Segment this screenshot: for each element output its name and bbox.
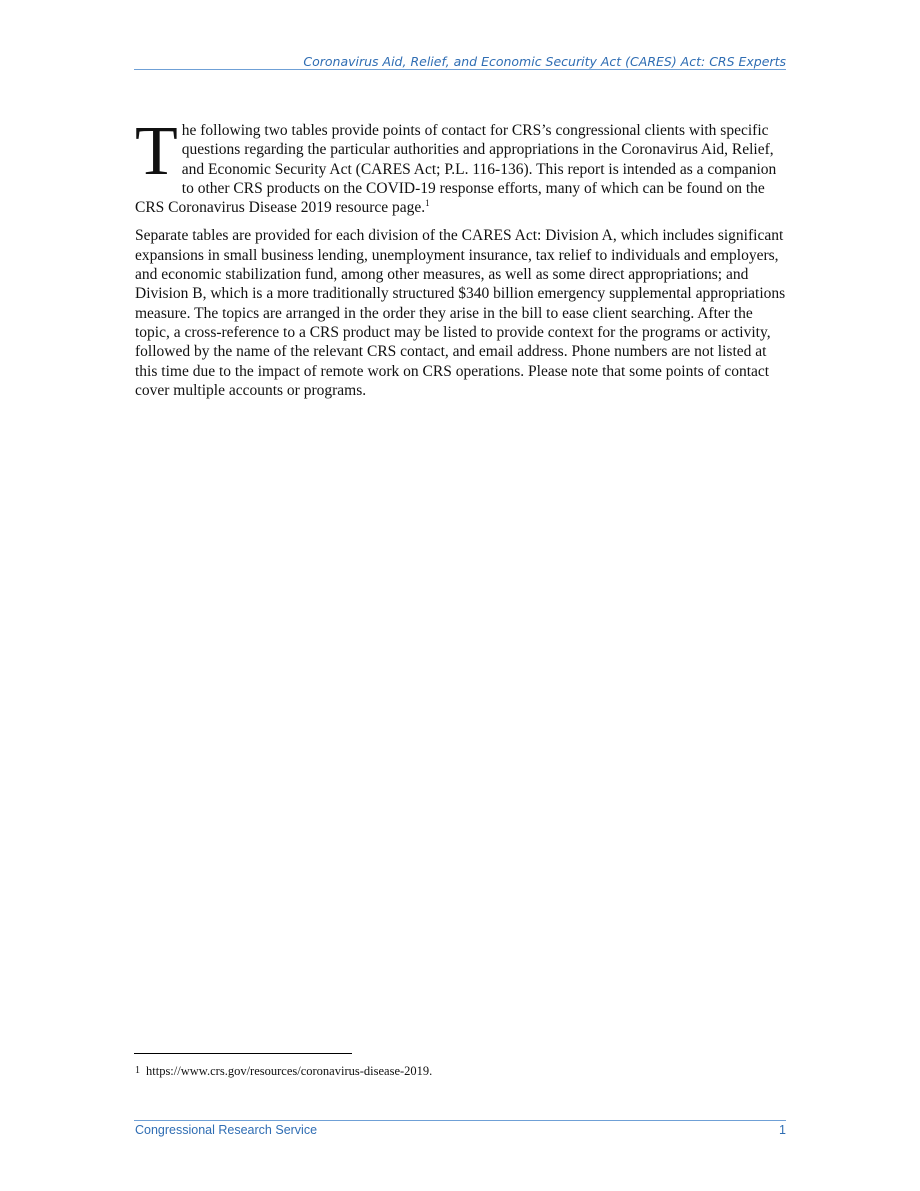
footnote	[135, 1063, 432, 1079]
running-header-title: Coronavirus Aid, Relief, and Economic Security Act (CARES) Act: CRS Experts	[303, 54, 786, 69]
footnote-number: 1	[135, 1065, 140, 1076]
intro-paragraph-text: he following two tables provide points of contact for CRS’s congressional clients with specific questions regarding the particular authorities and appropriations in the Coronavirus Aid, Relief, and Economic Security Act (CARES Act; P.L. 116-136). This report is intended as a companion to other CRS products on the COVID-19 response efforts, many of which can be found on the CRS Coronavirus Disease 2019 resource page.	[135, 122, 777, 217]
document-body	[135, 113, 787, 409]
footer-divider	[134, 1120, 786, 1121]
footnote-reference[interactable]: 1	[425, 198, 430, 209]
header-divider	[134, 69, 786, 70]
footnote-text: https://www.crs.gov/resources/coronavirus-disease-2019.	[146, 1064, 433, 1078]
intro-paragraph	[135, 113, 787, 217]
second-paragraph: Separate tables are provided for each division of the CARES Act: Division A, which includes significant expansions in small business lending, unemployment insurance, tax relief to individuals and employers, and economic stabilization fund, among other measures, as well as some direct appropriations; and Division B, which is a more traditionally structured $340 billion emergency supplemental appropriations measure. The topics are arranged in the order they arise in the bill to ease client searching. After the topic, a cross-reference to a CRS product may be listed to provide context for the programs or activity, followed by the name of the relevant CRS contact, and email address. Phone numbers are not listed at this time due to the impact of remote work on CRS operations. Please note that some points of contact cover multiple accounts or programs.	[135, 227, 786, 399]
drop-cap-letter: T	[135, 113, 178, 190]
page-number: 1	[779, 1123, 786, 1137]
footnote-divider	[134, 1053, 352, 1054]
footer-organization: Congressional Research Service	[135, 1123, 318, 1137]
